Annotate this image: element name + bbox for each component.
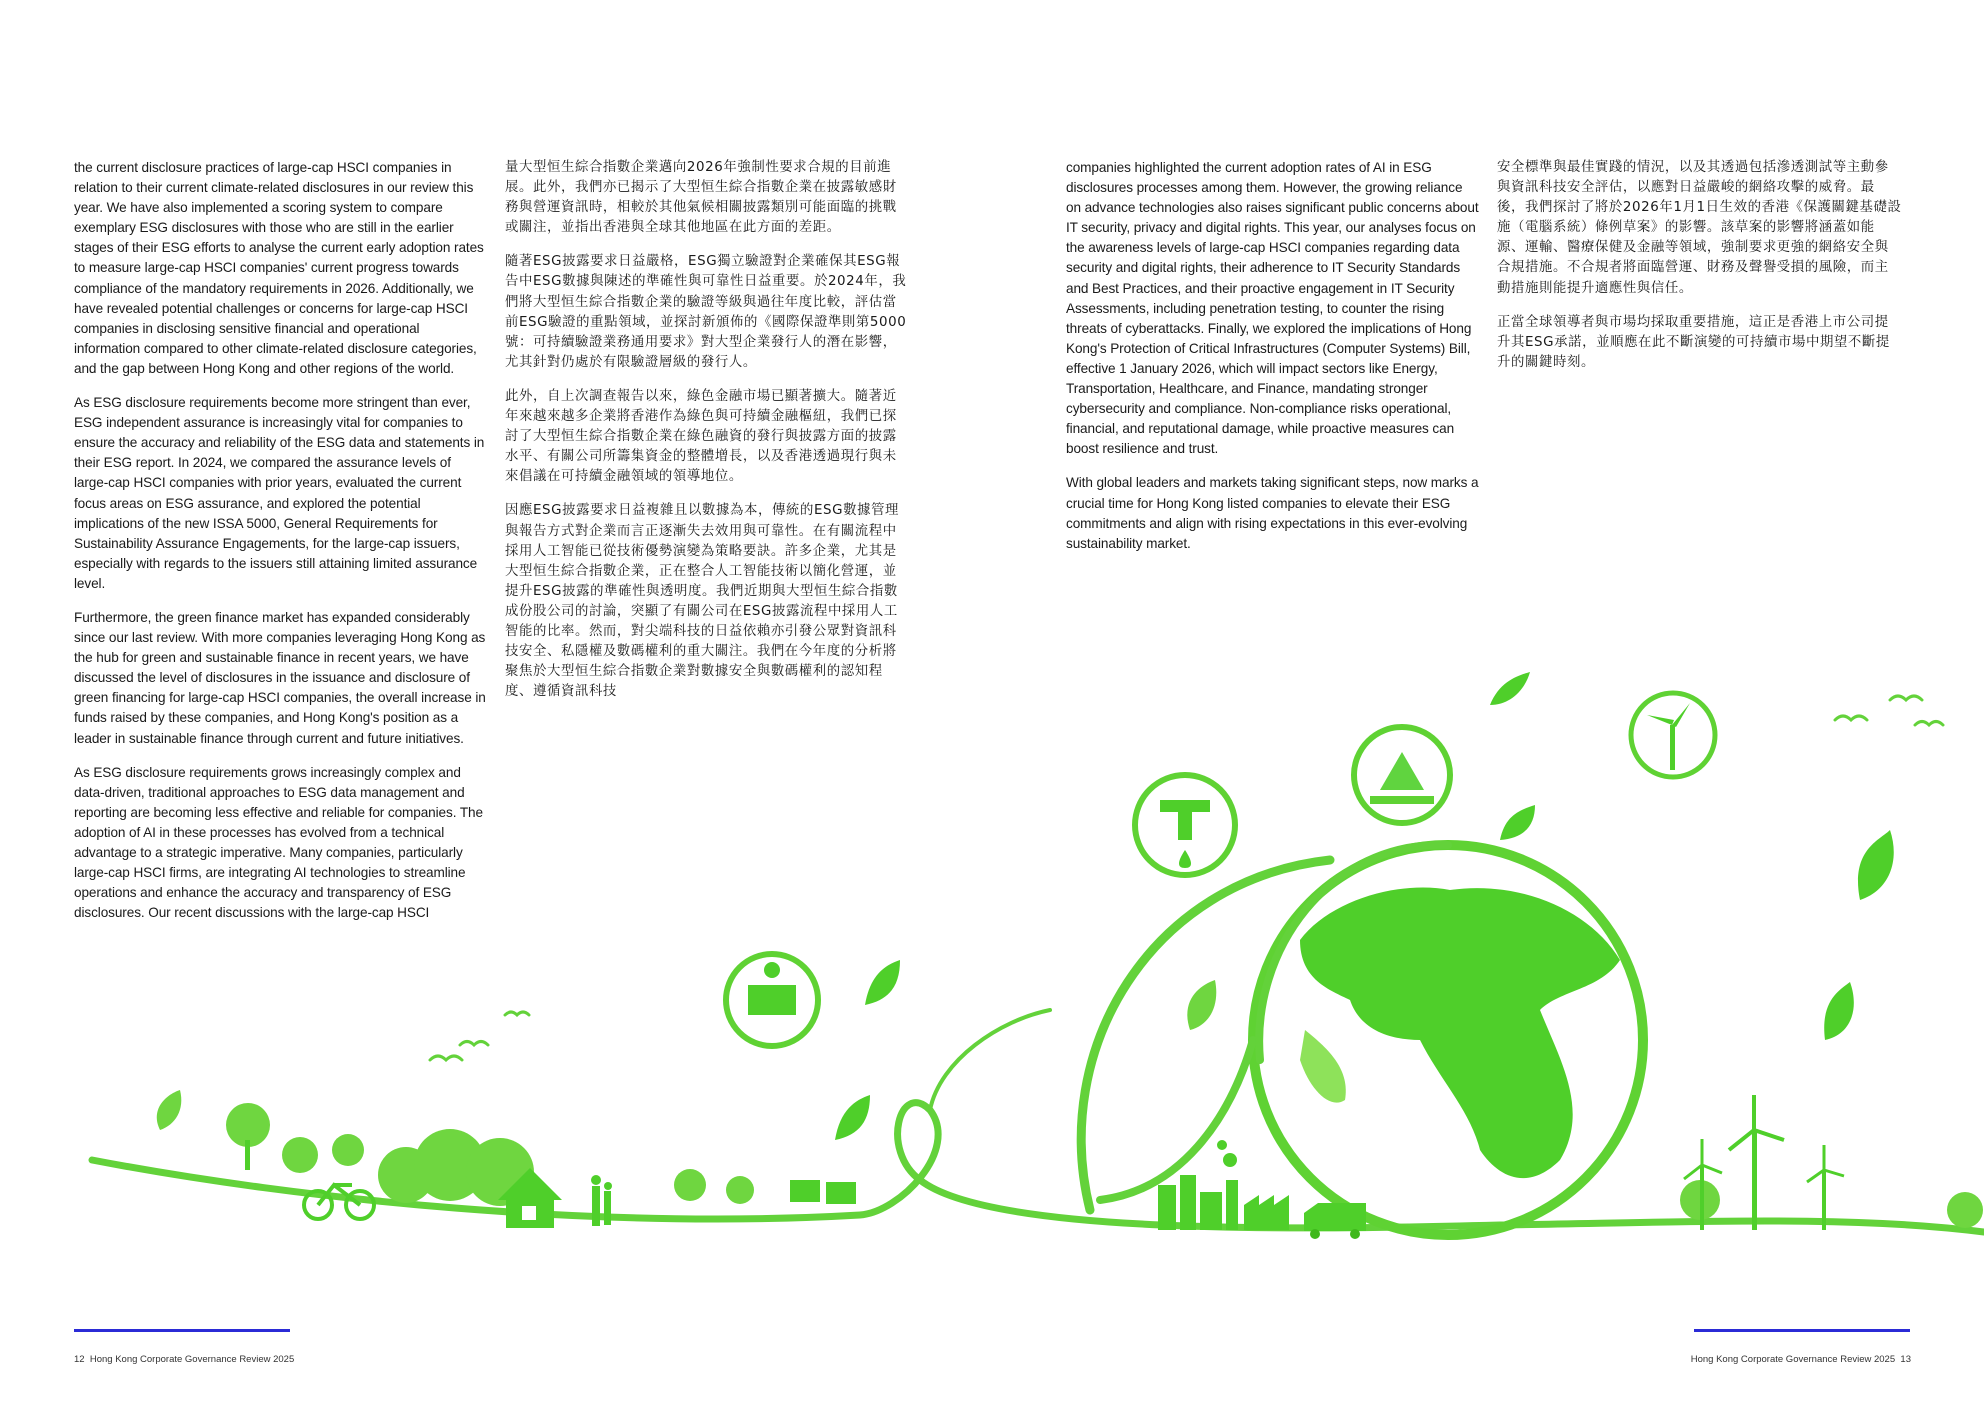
footer-right xyxy=(1691,1354,1911,1365)
body-paragraph: With global leaders and markets taking significant steps, now marks a crucial time for Hong Kong listed companies to elevate their ESG commitments and align with rising expectations in this ever-evolving sustainability market. xyxy=(1066,475,1479,551)
body-paragraph: the current disclosure practices of large-cap HSCI companies in relation to their current climate-related disclosures in our review this year. We have also implemented a scoring system to compare exemplary ESG disclosures with those who are still in the earlier stages of their ESG efforts to analyse the current early adoption rates to measure large-cap HSCI companies' current progress towards compliance of the mandatory requirements in 2026. Additionally, we have revealed potential challenges or concerns for large-cap HSCI companies in disclosing sensitive financial and operational information compared to other climate-related disclosure categories, and the gap between Hong Kong and other regions of the world. xyxy=(74,160,484,376)
footer-left xyxy=(74,1354,294,1365)
footer-rule-right xyxy=(1694,1329,1910,1332)
tree-icon xyxy=(157,980,1983,1228)
footer-rule-left xyxy=(74,1329,290,1332)
bird-icon xyxy=(430,696,1943,1060)
right-english-column xyxy=(1066,158,1480,568)
factory-icon xyxy=(1158,1140,1289,1230)
wind-turbine-icon xyxy=(1631,693,1715,777)
solar-panel-icon xyxy=(726,954,818,1046)
page-number: 13 xyxy=(1900,1354,1911,1365)
left-chinese-column xyxy=(505,158,907,716)
body-paragraph: 隨著ESG披露要求日益嚴格，ESG獨立驗證對企業確保其ESG報告中ESG數據與陳述的準確性與可靠性日益重要。於2024年，我們將大型恒生綜合指數企業的驗證等級與過往年度比較，評估當前ESG驗證的重點領域，並探討新頒佈的《國際保證準則第5000號：可持續驗證業務通用要求》對大型企業發行人的潛在影響，尤其針對仍處於有限驗證層級的發行人。 xyxy=(505,254,907,370)
body-paragraph: 因應ESG披露要求日益複雜且以數據為本，傳統的ESG數據管理與報告方式對企業而言正逐漸失去效用與可靠性。在有關流程中採用人工智能已從技術優勢演變為策略要訣。許多企業，尤其是大型恒生綜合指數企業，正在整合人工智能技術以簡化營運，並提升ESG披露的準確性與透明度。我們近期與大型恒生綜合指數成份股公司的討論，突顯了有關公司在ESG披露流程中採用人工智能的比率。然而，對尖端科技的日益依賴亦引發公眾對資訊科技安全、私隱權及數碼權利的重大關注。我們在今年度的分析將聚焦於大型恒生綜合指數企業對數據安全與數碼權利的認知程度、遵循資訊科技 xyxy=(505,503,900,700)
body-paragraph: 此外，自上次調查報告以來，綠色金融市場已顯著擴大。隨著近年來越來越多企業將香港作為綠色與可持續金融樞紐，我們已探討了大型恒生綜合指數企業在綠色融資的發行與披露方面的披露水平、有關公司所籌集資金的整體增長，以及香港透過現行與未來倡議在可持續金融領域的領導地位。 xyxy=(505,388,897,485)
right-chinese-column xyxy=(1497,158,1902,387)
body-paragraph: companies highlighted the current adoption rates of AI in ESG disclosures processes among them. However, the growing reliance on advance technologies also raises significant public concerns about IT security, privacy and digital rights. This year, our analyses focus on the awareness levels of large-cap HSCI companies regarding data security and digital rights, their adherence to IT Security Standards and Best Practices, and their proactive engagement in IT Security Assessments, including penetration testing, to counter the rising threats of cyberattacks. Finally, we explored the implications of Hong Kong's Protection of Critical Infrastructures (Computer Systems) Bill, effective 1 January 2026, which will impact sectors like Energy, Transportation, Healthcare, and Finance, mandating stronger cybersecurity and compliance. Non-compliance risks operational, financial, and reputational damage, while proactive measures can boost resilience and trust. xyxy=(1066,160,1479,457)
truck-icon xyxy=(1304,1203,1366,1239)
body-paragraph: 正當全球領導者與市場均採取重要措施，這正是香港上市公司提升其ESG承諾，並順應在此不斷演變的可持續市場中期望不斷提升的關鍵時刻。 xyxy=(1497,314,1890,370)
body-paragraph: As ESG disclosure requirements grows increasingly complex and data-driven, traditional approaches to ESG data management and reporting are becoming less effective and reliable for companies. The adoption of AI in these processes has evolved from a technical advantage to a strategic imperative. Many companies, particularly large-cap HSCI firms, are integrating AI technologies to streamline operations and enhance the accuracy and transparency of ESG disclosures. Our recent discussions with the large-cap HSCI xyxy=(74,764,483,921)
body-paragraph: As ESG disclosure requirements become more stringent than ever, ESG independent assurance is increasingly vital for companies to ensure the accuracy and reliability of the ESG data and statements in their ESG report. In 2024, we compared the assurance levels of large-cap HSCI companies with prior years, evaluated the current focus areas on ESG assurance, and explored the potential implications of the new ISSA 5000, General Requirements for Sustainability Assurance Engagements, for the large-cap issuers, especially with regards to the issuers still attaining limited assurance level. xyxy=(74,395,485,591)
body-paragraph: 安全標準與最佳實踐的情況，以及其透過包括滲透測試等主動參與資訊科技安全評估，以應對日益嚴峻的網絡攻擊的威脅。最後，我們探討了將於2026年1月1日生效的香港《保護關鍵基礎設施（電腦系統）條例草案》的影響。該草案的影響將涵蓋如能源、運輸、醫療保健及金融等領域，強制要求更強的網絡安全與合規措施。不合規者將面臨營運、財務及聲譽受損的風險，而主動措施則能提升適應性與信任。 xyxy=(1497,160,1902,296)
body-paragraph: 量大型恒生綜合指數企業邁向2026年強制性要求合規的目前進展。此外，我們亦已揭示了大型恒生綜合指數企業在披露敏感財務與營運資訊時，相較於其他氣候相關披露類別可能面臨的挑戰或關注，並指出香港與全球其他地區在此方面的差距。 xyxy=(505,160,897,236)
footer-title: Hong Kong Corporate Governance Review 2025 xyxy=(89,1354,295,1365)
recycle-icon xyxy=(1354,727,1450,823)
water-tap-icon xyxy=(1135,775,1235,875)
body-paragraph: Furthermore, the green finance market has expanded considerably since our last review. With more companies leveraging Hong Kong as the hub for green and sustainable finance in recent years, we have discussed the level of disclosures in the issuance and disclosure of green financing for large-cap HSCI companies, the overall increase in funds raised by these companies, and Hong Kong's position as a leader in sustainable finance through current and future initiatives. xyxy=(74,609,486,746)
footer-title: Hong Kong Corporate Governance Review 2025 xyxy=(1690,1354,1896,1365)
left-english-column xyxy=(74,158,488,937)
page-number: 12 xyxy=(74,1354,85,1365)
